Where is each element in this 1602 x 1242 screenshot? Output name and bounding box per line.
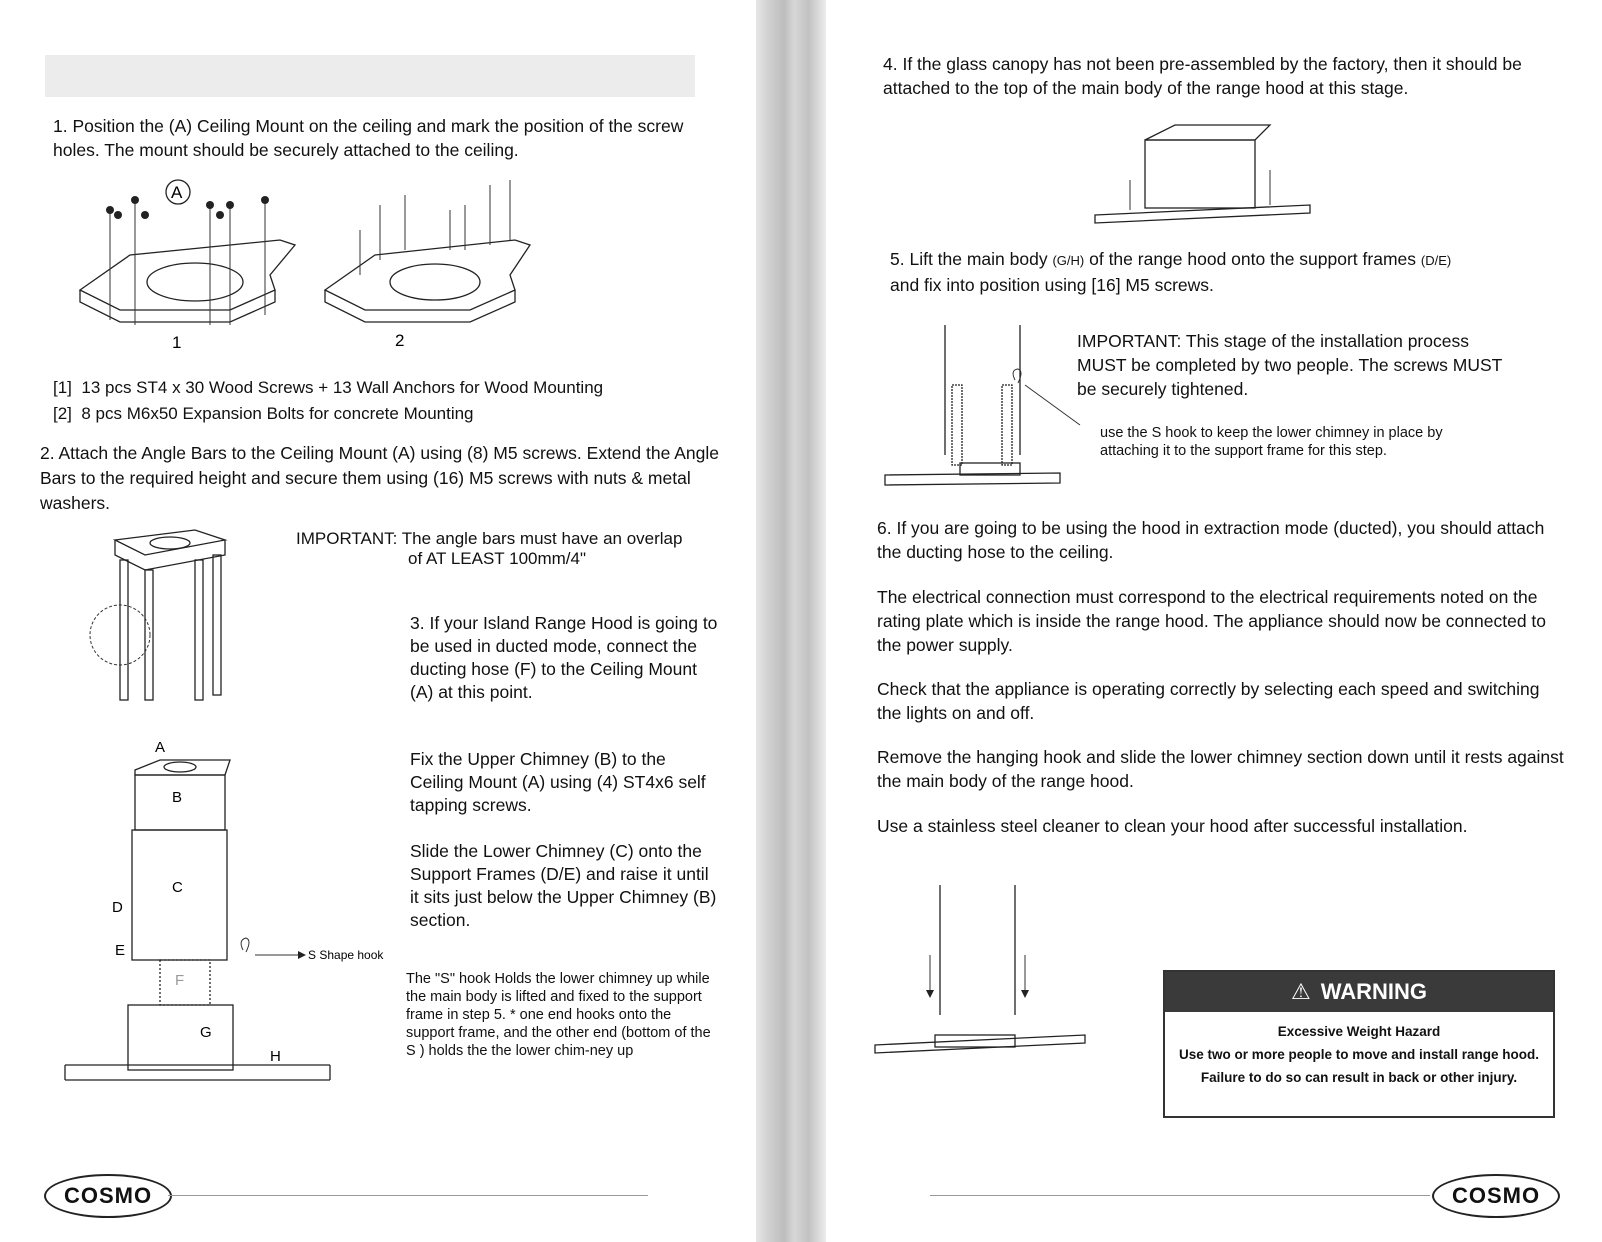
important-overlap xyxy=(296,529,716,569)
slide-lower-chimney-text: Slide the Lower Chimney (C) onto the Support Frames (D/E) and raise it until it sits just below the Upper Chimney (B) section. xyxy=(410,841,717,930)
warning-subtitle: Excessive Weight Hazard xyxy=(1277,1024,1441,1039)
angle-bars-diagram xyxy=(85,515,255,705)
ceiling-mount-diagram xyxy=(70,180,570,360)
parts-tag: [2] xyxy=(53,404,72,423)
step-5-part: and fix into position using [16] M5 screws. xyxy=(890,275,1214,295)
cosmo-logo-text: COSMO xyxy=(1451,1183,1541,1208)
parts-text: 8 pcs M6x50 Expansion Bolts for concrete Mounting xyxy=(81,404,474,423)
fig-num-1: 1 xyxy=(172,333,182,352)
step-5-part: 5. Lift the main body xyxy=(890,249,1053,269)
label-f: F xyxy=(175,972,185,989)
label-h: H xyxy=(270,1048,281,1065)
warning-header xyxy=(1165,972,1553,1012)
step-5-gh: (G/H) xyxy=(1052,253,1085,268)
footer-rule xyxy=(168,1195,648,1196)
final-slide-diagram xyxy=(875,885,1095,1065)
label-a: A xyxy=(155,739,166,756)
electrical-text: The electrical connection must correspond to the electrical requirements noted on the rating plate which is inside the range hood. The appliance should now be connected to the power supply. xyxy=(877,587,1547,655)
s-hook-use-note: use the S hook to keep the lower chimney in place by attaching it to the support frame for this step. xyxy=(1100,425,1443,459)
step-5-part: of the range hood onto the support frames xyxy=(1084,249,1421,269)
warning-box xyxy=(1163,970,1555,1118)
step-5-text xyxy=(890,247,1550,297)
cosmo-logo-text: COSMO xyxy=(63,1183,153,1208)
fix-upper-chimney-text: Fix the Upper Chimney (B) to the Ceiling Mount (A) using (4) ST4x6 self tapping screws. xyxy=(410,749,706,815)
label-b: B xyxy=(172,789,183,806)
s-hook-note: The "S" hook Holds the lower chimney up while the main body is lifted and fixed to the support frame in step 5. * one end hooks onto the support frame, and the other end (bottom of the S ) holds the the lower chim-ney up xyxy=(406,971,711,1059)
parts-list xyxy=(53,376,603,426)
parts-item xyxy=(53,402,603,426)
parts-text: 13 pcs ST4 x 30 Wood Screws + 13 Wall Anchors for Wood Mounting xyxy=(81,378,604,397)
important-overlap-line1: IMPORTANT: The angle bars must have an overlap xyxy=(296,529,683,548)
warning-triangle-icon: ⚠ xyxy=(1290,979,1311,1004)
step-4-text: 4. If the glass canopy has not been pre-assembled by the factory, then it should be attached to the top of the main body of the range hood at this stage. xyxy=(883,54,1522,98)
parts-item xyxy=(53,376,603,400)
section-header-band xyxy=(45,55,695,97)
warning-line2: Failure to do so can result in back or other injury. xyxy=(1200,1070,1518,1085)
important-overlap-line2: of AT LEAST 100mm/4" xyxy=(408,549,587,568)
label-c: C xyxy=(172,879,183,896)
footer-rule xyxy=(930,1195,1430,1196)
check-operation-text: Check that the appliance is operating correctly by selecting each speed and switching the lights on and off. xyxy=(877,679,1540,723)
cosmo-logo xyxy=(44,1174,172,1218)
fig-num-2: 2 xyxy=(395,331,405,350)
chimney-assembly-diagram xyxy=(60,740,390,1100)
remove-hook-text: Remove the hanging hook and slide the lower chimney section down until it rests against the main body of the range hood. xyxy=(877,747,1564,791)
step-6-text: 6. If you are going to be using the hood in extraction mode (ducted), you should attach the ducting hose to the ceiling. xyxy=(877,518,1545,562)
lift-main-body-diagram xyxy=(880,325,1080,495)
s-shape-hook-label: S Shape hook xyxy=(308,948,384,962)
warning-line1: Use two or more people to move and install range hood. xyxy=(1178,1047,1540,1062)
mount-label-a: A xyxy=(171,183,183,202)
ceiling-mount-wood xyxy=(80,196,295,325)
page-gutter xyxy=(756,0,826,1242)
glass-canopy-diagram xyxy=(1095,125,1315,225)
label-e: E xyxy=(115,942,126,959)
parts-tag: [1] xyxy=(53,378,72,397)
important-two-people: IMPORTANT: This stage of the installation process MUST be completed by two people. The screws MUST be securely tightened. xyxy=(1077,331,1503,399)
clean-text: Use a stainless steel cleaner to clean your hood after successful installation. xyxy=(877,816,1468,836)
step-1-text: 1. Position the (A) Ceiling Mount on the ceiling and mark the position of the screw holes. The mount should be securely attached to the ceiling. xyxy=(53,116,684,160)
cosmo-logo xyxy=(1432,1174,1560,1218)
ceiling-mount-concrete xyxy=(325,180,530,322)
step-5-de: (D/E) xyxy=(1420,253,1452,268)
step-3-text: 3. If your Island Range Hood is going to be used in ducted mode, connect the ducting hose (F) to the Ceiling Mount (A) at this point. xyxy=(410,613,718,702)
label-d: D xyxy=(112,899,123,916)
step-2-text: 2. Attach the Angle Bars to the Ceiling Mount (A) using (8) M5 screws. Extend the Angle Bars to the required height and secure them using (16) M5 screws with nuts & metal washers. xyxy=(40,443,719,513)
warning-title: WARNING xyxy=(1320,979,1428,1004)
label-g: G xyxy=(200,1024,212,1041)
